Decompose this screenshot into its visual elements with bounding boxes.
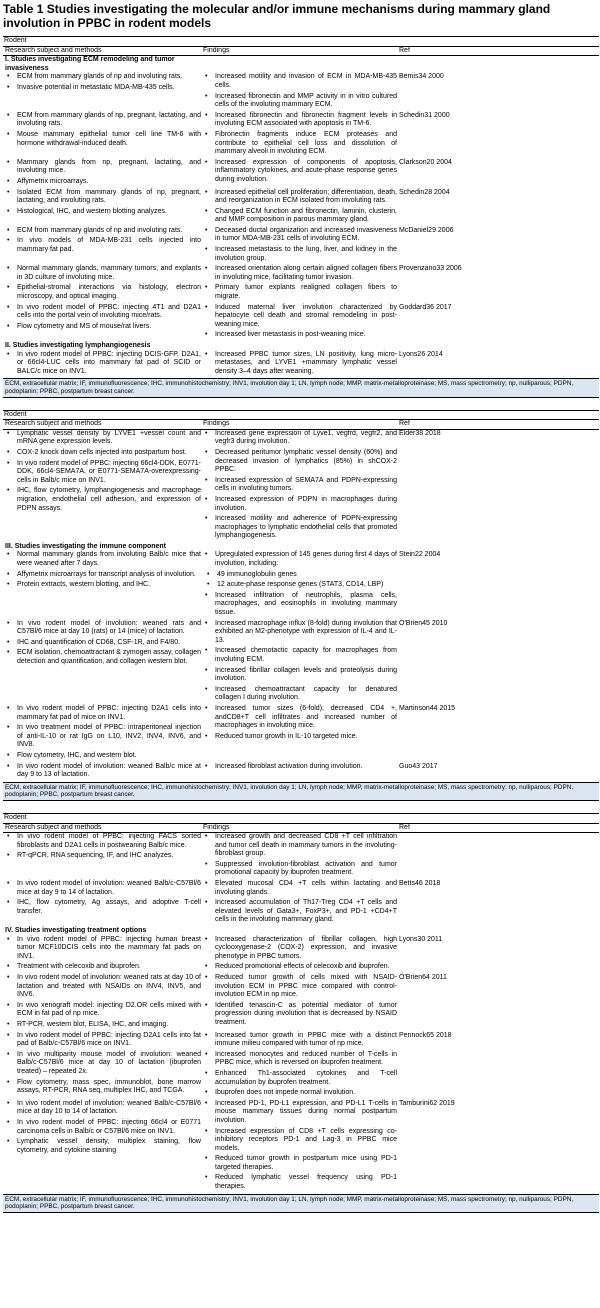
finding-subitem: • 49 immunoglobulin genes	[203, 571, 397, 580]
section-label: Rodent	[3, 37, 599, 47]
findings-cell	[201, 880, 397, 927]
finding-item: • Increased tumor sizes (6-fold), decreased CD4 +, andCD8+T cell infiltrates and increased number of macrophages in involuting mice.	[203, 705, 397, 731]
reference-cell: O'Brien64 2011	[399, 974, 447, 981]
findings-cell	[201, 351, 397, 379]
table-header	[3, 824, 599, 834]
method-item: • Protein extracts, western blotting, and IHC.	[5, 581, 201, 590]
methods-cell	[3, 763, 201, 782]
methods-cell	[3, 880, 201, 918]
finding-item: • Suppressed involution-fibroblast activation and tumor promotional capacity by ibuprofen treatment.	[203, 861, 397, 878]
method-item: • In vivo rodent model of involution: weaned rats at day 10 of lactation and treated with NSAIDs on INV4, INV5, and INV6.	[5, 974, 201, 1000]
methods-cell	[3, 551, 201, 591]
method-item: • In vivo models of MDA-MB-231 cells injected into mammary fat pad.	[5, 237, 201, 254]
finding-item: • Increased chemotactic capacity for macrophages from involuting ECM.	[203, 647, 397, 664]
findings-cell	[201, 833, 397, 880]
block-gap	[3, 801, 599, 813]
finding-item: • Increased fibrillar collagen levels and proteolysis during involution.	[203, 667, 397, 684]
table-header	[3, 47, 599, 57]
method-item: • Flow cytometry and MS of mouse/rat livers.	[5, 323, 201, 332]
finding-item: • Increased accumulation of Th17-Treg CD4 +T cells and elevated levels of Gata3+, FoxP3+, and PD-1 +CD4+T cells in the involuting mammary gland.	[203, 899, 397, 925]
method-item: • In vivo rodent model of PPBC: injecting human breast tumor MCF10DCIS cells into the mammary fat pads on INV1.	[5, 936, 201, 962]
reference-cell: Schedin28 2004	[399, 188, 450, 196]
methods-cell	[3, 73, 201, 94]
method-item: • Isolated ECM from mammary glands of np, pregnant, lactating, and involuting rats.	[5, 189, 201, 206]
method-item: • IHC, flow cytometry, Ag assays, and adoptive T-cell transfer.	[5, 899, 201, 916]
finding-item: • Increased tumor growth in PPBC mice with a distinct immune milieu compared with tumor of np mice.	[203, 1032, 397, 1049]
finding-item: • Increased expression of components of apoptosis, inflammatory cytokines, and acute-phase response genes during involution.	[203, 159, 397, 185]
methods-cell	[3, 265, 201, 303]
finding-subitem: • 12 acute-phase response genes (STAT3, CD14, LBP)	[203, 581, 397, 590]
method-item: • In vivo rodent model of PPBC: injecting FACS sorted fibroblasts and D2A1 cells in postweaning Balb/c mice.	[5, 833, 201, 850]
method-item: • In vivo treatment model of PPBC: intraperitoneal injection of anti-IL-10 or rat IgG on L10, INV2, INV4, INV6, and INV8.	[5, 724, 201, 750]
finding-item: • Elevated mucosal CD4 +T cells within lactating and involuting glands.	[203, 880, 397, 897]
method-item: • Lymphatic vessel density by LYVE1 +vessel count and mRNA gene expression levels.	[5, 430, 201, 447]
table-row	[3, 880, 599, 927]
table-row	[3, 705, 599, 763]
header-findings: Findings	[203, 46, 230, 54]
method-item: • RT-PCR, western blot, ELISA, IHC, and imaging.	[5, 1021, 201, 1030]
methods-cell	[3, 351, 201, 379]
finding-item: • Increased PPBC tumor sizes, LN positivity, lung micro-metastases, and LYVE1 +mammary lymphatic vessel density 3–4 days after weaning.	[203, 351, 397, 377]
finding-item: • Increased characterization of fibrillar collagen, high cyclooxygenase-2 (COX-2) expression, and invasive phenotype in PPBC tumors.	[203, 936, 397, 962]
table-row	[3, 227, 599, 265]
header-ref: Ref	[399, 46, 410, 54]
header-methods: Research subject and methods	[5, 46, 102, 54]
finding-item: • Deceased ductal organization and increased invasiveness in tumor MDA-MB-231 cells of involuting ECM.	[203, 227, 397, 244]
header-findings: Findings	[203, 420, 230, 428]
method-item: • In vivo rodent model of PPBC: injecting 66cl4 or E0771 carcinoma cells in Balb/c or C57Bl/6 mice on INV1.	[5, 1119, 201, 1136]
finding-item: • Increased fibronectin and fibronectin fragment levels in involuting ECM associated with apoptosis in TM-6.	[203, 112, 397, 129]
findings-cell	[201, 620, 397, 705]
table-blocks	[3, 36, 599, 1213]
method-item: • Treatment with celecoxib and ibuprofen.	[5, 963, 201, 972]
method-item: • Flow cytometry, mass spec, immunoblot, bone marrow assays, RT-PCR, RNA seq, multiplex IHC, and TCGA.	[5, 1079, 201, 1096]
header-ref: Ref	[399, 823, 410, 831]
finding-item: • Identified tenascin-C as potential mediator of tumor progression during involution that is decreased by NSAID treatment.	[203, 1002, 397, 1028]
method-item: • In vivo rodent model of involution: weaned rats and C57Bl/6 mice at day 10 (rats) or 14 (mice) of lactation.	[5, 620, 201, 637]
finding-item: • Increased chemoattractant capacity for denatured collagen I during involution.	[203, 686, 397, 703]
table-row	[3, 1032, 599, 1100]
method-item: • In vivo rodent model of PPBC: injecting 66cl4-DDK, E0771-DDK, 66cl4-SEMA7A, or E0771-SEMA7A-overexpressing-cells in Balb/c mice on INV1.	[5, 460, 201, 486]
finding-item: • Fibronectin fragments induce ECM proteases and contribute to epithelial cell loss and dissolution of mammary alveoli in involuting ECM.	[203, 131, 397, 157]
section-heading: I. Studies investigating ECM remodeling and tumor invasiveness	[5, 56, 175, 72]
reference-cell: Betts46 2018	[399, 880, 441, 888]
methods-cell	[3, 227, 201, 257]
finding-item: • Increased expression of PDPN in macrophages during involution.	[203, 496, 397, 513]
finding-item: • Increased expression of SEMA7A and PDPN-expressing cells in involuting tumors.	[203, 477, 397, 494]
section-label: Rodent	[3, 411, 599, 421]
findings-cell	[201, 73, 397, 111]
table-row	[3, 620, 599, 705]
findings-cell	[201, 112, 397, 159]
method-item: • IHC and quantification of CD68, CSF-1R, and F4/80.	[5, 639, 201, 648]
findings-cell	[201, 189, 397, 227]
reference-cell: Guo43 2017	[399, 762, 438, 770]
finding-item: • Reduced tumor growth in postpartum mice using PD-1 targeted therapies.	[203, 1155, 397, 1172]
reference-cell: Elder38 2018	[399, 429, 441, 437]
methods-cell	[3, 833, 201, 863]
header-findings: Findings	[203, 823, 230, 831]
finding-item: • Increased orientation along certain aligned collagen fibers in involuting mice, facilitating tumor invasion.	[203, 265, 397, 282]
table-block	[3, 410, 599, 801]
findings-cell	[201, 705, 397, 743]
finding-item: • Reduced lymphatic vessel frequency using PD-1 therapies.	[203, 1174, 397, 1191]
table-row	[3, 936, 599, 974]
reference-cell: Clarkson20 2004	[399, 158, 452, 166]
method-item: • In vivo rodent model of PPBC: injecting DCIS-GFP, D2A1, or 66cl4-LUC cells into mammary fat pad of SCID or BALC/c mice on INV1.	[5, 351, 201, 377]
header-methods: Research subject and methods	[5, 420, 102, 428]
table-row	[3, 430, 599, 543]
methods-cell	[3, 1100, 201, 1158]
method-item: • In vivo rodent model of PPBC: injecting D2A1 cells into mammary fat pad of mice on INV1.	[5, 705, 201, 722]
finding-item: • Increased PD-1, PD-L1 expression, and PD-L1 T-cells in mouse mammary tissues during normal postpartum involution.	[203, 1100, 397, 1126]
finding-item: • Increased metastasis to the lung, liver, and kidney in the involution group.	[203, 246, 397, 263]
finding-item: • Changed ECM function and fibronectin, laminin, clusterin, and MMP composition in parous mammary gland.	[203, 208, 397, 225]
method-item: • In vivo rodent model of involution: weaned Balb/c-C57Bl/6 mice at day 9 to 14 of lactation.	[5, 880, 201, 897]
finding-item: • Reduced tumor growth of cells mixed with NSAID-involution ECM in PPBC mice compared with control-involution ECM in np mice.	[203, 974, 397, 1000]
table-block	[3, 813, 599, 1213]
findings-cell	[201, 304, 397, 342]
finding-item: • Increased epithelial cell proliferation; differentiation, death, and reorganization in ECM isolated from involuting rats.	[203, 189, 397, 206]
block-gap	[3, 398, 599, 410]
section-heading: IV. Studies investigating treatment options	[5, 927, 147, 935]
reference-cell: Schedin31 2000	[399, 111, 450, 119]
finding-item: • Increased motility and adherence of PDPN-expressing macrophages to lymphatic endothelial cells that promoted lymphangiogenesis.	[203, 515, 397, 541]
header-ref: Ref	[399, 420, 410, 428]
methods-cell	[3, 304, 201, 334]
method-item: • Histological, IHC, and western blotting analyzes.	[5, 208, 201, 217]
reference-cell: Goddard36 2017	[399, 303, 452, 311]
method-item: • In vivo rodent model of PPBC: injecting D2A1 cells into fat pad of Balb/c-C57Bl/6 mice on INV1.	[5, 1032, 201, 1049]
reference-cell: Provenzano33 2006	[399, 265, 462, 273]
reference-cell: Tamburini62 2019	[399, 1099, 455, 1107]
section-heading: III. Studies investigating the immune component	[5, 542, 167, 550]
reference-cell: Lyons30 2011	[399, 935, 443, 943]
table-row	[3, 73, 599, 111]
findings-cell	[201, 936, 397, 974]
table-row	[3, 159, 599, 189]
table-row	[3, 833, 599, 880]
section-heading: II. Studies investigating lymphangiogenesis	[5, 342, 151, 349]
method-item: • Invasive potential in metastatic MDA-MB-435 cells.	[5, 84, 201, 93]
reference-cell: Martinson44 2015	[399, 704, 456, 712]
finding-item: • Increased monocytes and reduced number of T-cells in PPBC mice, which is reversed on ibuprofen treatment.	[203, 1051, 397, 1068]
method-item: • RT-qPCR, RNA sequencing, IF, and IHC analyzes.	[5, 852, 201, 861]
methods-cell	[3, 430, 201, 515]
method-item: • Normal mammary glands from involuting Balb/c mice that were weaned after 7 days.	[5, 551, 201, 568]
method-item: • Lymphatic vessel density, multiplex staining, flow cytometry, and cytokine staining	[5, 1138, 201, 1155]
finding-item: • Induced maternal liver involution characterized by hepatocyte cell death and stromal remodeling in post-weaning mice.	[203, 304, 397, 330]
findings-cell	[201, 227, 397, 265]
methods-cell	[3, 112, 201, 150]
method-item: • Affymetrix microarrays for transcript analysis of involution.	[5, 571, 201, 580]
reference-cell: Stein22 2004	[399, 551, 441, 559]
finding-item: • Increased expression of CD8 +T cells expressing co-inhibitory receptors PD-1 and Lag-3 in PPBC mice models.	[203, 1128, 397, 1154]
reference-cell: Bemis34 2000	[399, 73, 444, 81]
finding-item: • Increased gene expression of Lyve1, vegfrd, vegfr2, and vegfr3 during involution.	[203, 430, 397, 447]
methods-cell	[3, 1032, 201, 1098]
table-footnote: ECM, extracellular matrix; IF, immunofluorescence; IHC, immunohistochemistry; INV1, involution day 1; LN, lymph node; MMP, matrix-metalloproteinase; MS, mass spectrometry; np, nulliparous; PDPN, podoplanin; PPBC, postpartum breast cancer.	[3, 1194, 599, 1213]
table-row	[3, 1100, 599, 1194]
findings-cell	[201, 1100, 397, 1194]
table-row	[3, 763, 599, 782]
method-item: • Flow cytometry, IHC, and western blot.	[5, 752, 201, 761]
table-row	[3, 304, 599, 342]
findings-cell	[201, 159, 397, 187]
method-item: • IHC, flow cytometry, lymphangiogenesis and macrophage migration, endothelial cell adhesion, and expression of PDPN assays.	[5, 487, 201, 513]
section-label: Rodent	[3, 814, 599, 824]
finding-item: • Increased macrophage influx (8-fold) during involution that exhibited an M2-phenotype with expression of IL-4 and IL-13.	[203, 620, 397, 646]
findings-cell	[201, 974, 397, 1030]
finding-item: • Reduced tumor growth in IL-10 targeted mice.	[203, 733, 397, 742]
methods-cell	[3, 189, 201, 219]
finding-item: • Upregulated expression of 145 genes during first 4 days of involution, including:	[203, 551, 397, 568]
method-item: • Mammary glands from np, pregnant, lactating, and involuting mice.	[5, 159, 201, 176]
method-item: • In vivo rodent model of PPBC: injecting 4T1 and D2A1 cells into the portal vein of involuting mice/rats.	[5, 304, 201, 321]
method-item: • Normal mammary glands, mammary tumors, and explants in 3D culture of involuting mice.	[5, 265, 201, 282]
table-header	[3, 420, 599, 430]
methods-cell	[3, 936, 201, 974]
methods-cell	[3, 705, 201, 763]
method-item: • ECM from mammary glands of np and involuting rats.	[5, 227, 201, 236]
method-item: • ECM from mammary glands of np and involuting rats.	[5, 73, 201, 82]
findings-cell	[201, 265, 397, 303]
method-item: • Mouse mammary epithelial tumor cell line TM-6 with hormone withdrawal-induced death.	[5, 131, 201, 148]
finding-item: • Primary tumor explants realigned collagen fibers to migrate.	[203, 284, 397, 301]
reference-cell: O'Brien45 2010	[399, 619, 448, 627]
finding-item: • Enhanced Th1-associated cytokines and T-cell accumulation by ibuprofen treatment.	[203, 1070, 397, 1087]
finding-item: • Decreased peritumor lymphatic vessel density (60%) and decreased invasion of lymphatics (85%) in shCOX-2 PPBC.	[203, 449, 397, 475]
table-row	[3, 265, 599, 303]
table-row	[3, 551, 599, 619]
finding-item: • Reduced promotional effects of celecoxib and ibuprofen.	[203, 963, 397, 972]
table-row	[3, 974, 599, 1032]
reference-cell: McDaniel29 2006	[399, 226, 454, 234]
finding-item: • Increased motility and invasion of ECM in MDA-MB-435 cells.	[203, 73, 397, 90]
table-footnote: ECM, extracellular matrix; IF, immunofluorescence; IHC, immunohistochemistry; INV1, involution day 1; LN, lymph node; MMP, matrix-metalloproteinase; MS, mass spectrometry; np, nulliparous; PDPN, podoplanin; PPBC, postpartum breast cancer.	[3, 378, 599, 397]
methods-cell	[3, 620, 201, 669]
method-item: • Epithelial-stromal interactions via histology, electron microscopy, and optical imaging.	[5, 284, 201, 301]
findings-cell	[201, 430, 397, 543]
method-item: • In vivo xenograft model: injecting D2.OR cells mixed with ECM in fat pad of np mice.	[5, 1002, 201, 1019]
method-item: • Affymetrix microarrays.	[5, 178, 201, 187]
findings-cell	[201, 1032, 397, 1100]
finding-item: • Increased growth and decreased CD8 +T cell infiltration and tumor cell death in mammary tumors in the involuting-fibroblast group.	[203, 833, 397, 859]
findings-cell	[201, 763, 397, 774]
header-methods: Research subject and methods	[5, 823, 102, 831]
finding-item: • Increased infiltration of neutrophils, plasma cells, macrophages, and eosinophils in involuting mammary tissue.	[203, 592, 397, 618]
table-block	[3, 36, 599, 398]
finding-item: • Increased fibronectin and MMP activity in in vitro cultured cells of the involuting mammary ECM.	[203, 93, 397, 110]
method-item: • ECM from mammary glands of np, pregnant, lactating, and involuting rats.	[5, 112, 201, 129]
method-item: • In vivo rodent model of involution: weaned Balb/c-C57Bl/6 mice at day 10 to 14 of lactation.	[5, 1100, 201, 1117]
finding-item: • Increased liver metastasis in post-weaning mice.	[203, 331, 397, 340]
table-title: Table 1 Studies investigating the molecular and/or immune mechanisms during mammary gland involution in PPBC in rodent models	[3, 2, 551, 30]
findings-cell	[201, 551, 397, 619]
method-item: • COX-2 knock down cells injected into postpartum host.	[5, 449, 201, 458]
table-row	[3, 189, 599, 227]
methods-cell	[3, 159, 201, 189]
method-item: • ECM isolation, chemoattractant & zymogen assay, collagen detection and quantification, and collagen western blot.	[5, 649, 201, 666]
table-footnote: ECM, extracellular matrix; IF, immunofluorescence; IHC, immunohistochemistry; INV1, involution day 1; LN, lymph node; MMP, matrix-metalloproteinase; MS, mass spectrometry; np, nulliparous; PDPN, podoplanin; PPBC, postpartum breast cancer.	[3, 782, 599, 801]
reference-cell: Lyons26 2014	[399, 350, 443, 358]
table-row	[3, 112, 599, 159]
method-item: • In vivo multiparity mouse model of involution: weaned Balb/c-C57Bl/6 mice at day 10 of lactation (ibuprofen treated) – repeated 2x.	[5, 1051, 201, 1077]
table-row	[3, 351, 599, 379]
finding-item: • Ibuprofen does not impede normal involution.	[203, 1089, 397, 1098]
method-item: • In vivo rodent model of involution: weaned Balb/c mice at day 9 to 13 of lactation.	[5, 763, 201, 780]
finding-item: • Increased fibroblast activation during involution.	[203, 763, 397, 772]
reference-cell: Pennock65 2018	[399, 1031, 452, 1039]
methods-cell	[3, 974, 201, 1032]
